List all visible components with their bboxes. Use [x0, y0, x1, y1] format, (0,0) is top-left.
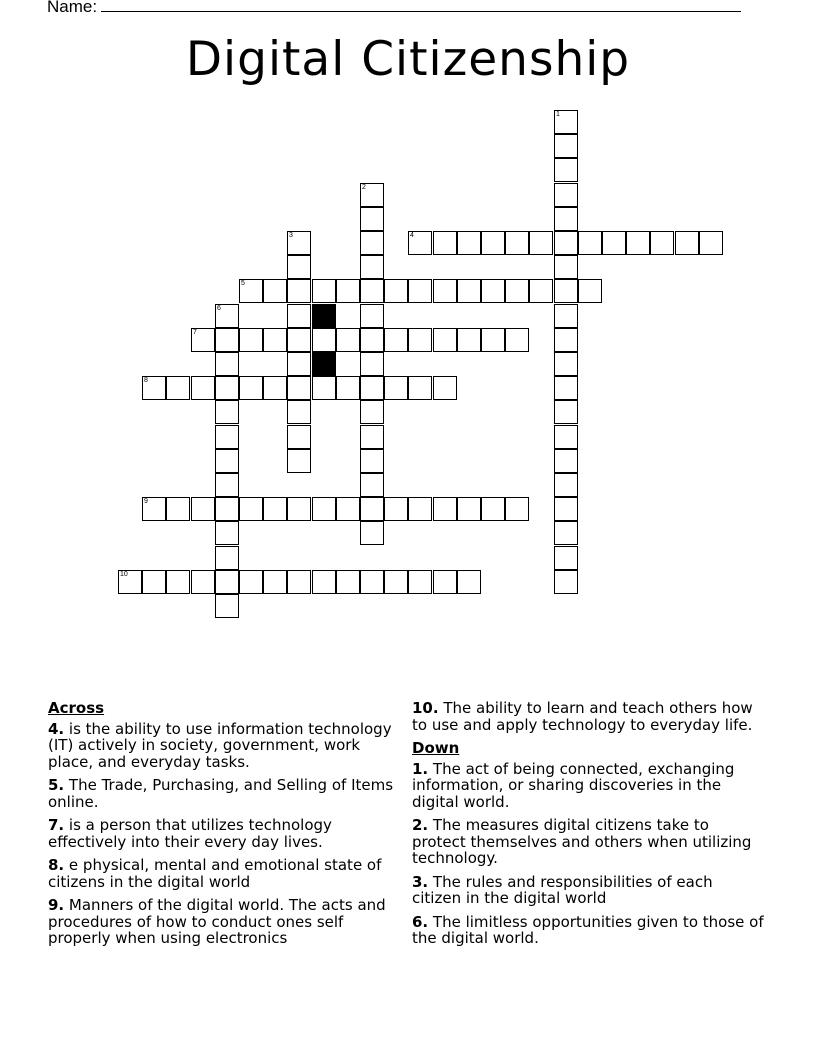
grid-cell[interactable] [481, 279, 505, 303]
grid-cell[interactable] [457, 570, 481, 594]
grid-cell[interactable] [287, 255, 311, 279]
grid-cell[interactable] [457, 279, 481, 303]
clue-number: 8. [48, 856, 65, 874]
grid-cell[interactable] [626, 231, 650, 255]
grid-cell[interactable] [215, 546, 239, 570]
grid-cell[interactable] [578, 231, 602, 255]
down-heading: Down [412, 739, 460, 757]
grid-cell[interactable] [191, 570, 215, 594]
grid-cell[interactable] [360, 207, 384, 231]
down-clue-3 [412, 874, 764, 907]
grid-cell[interactable] [433, 570, 457, 594]
grid-cell[interactable] [191, 328, 215, 352]
grid-cell[interactable] [554, 449, 578, 473]
grid-cell[interactable] [215, 425, 239, 449]
grid-cell[interactable] [554, 304, 578, 328]
grid-cell[interactable] [287, 328, 311, 352]
grid-cell[interactable] [360, 521, 384, 545]
grid-cell[interactable] [239, 497, 263, 521]
clue-number: 4. [48, 719, 65, 738]
grid-cell[interactable] [118, 570, 142, 594]
grid-cell[interactable] [360, 497, 384, 521]
grid-cell[interactable] [263, 279, 287, 303]
grid-cell[interactable] [554, 207, 578, 231]
grid-cell[interactable] [263, 497, 287, 521]
clue-text: is the ability to use information technology (IT) actively in society, government, work place, and everyday tasks. [48, 719, 392, 771]
clue-text: Manners of the digital world. The acts and procedures of how to conduct ones self properly when using electronics [48, 896, 386, 947]
grid-cell[interactable] [675, 231, 699, 255]
clues-column-left [48, 700, 398, 954]
grid-cell[interactable] [505, 497, 529, 521]
grid-cell[interactable] [360, 400, 384, 424]
clue-number-label: 9 [144, 498, 148, 505]
grid-cell[interactable] [360, 255, 384, 279]
grid-cell[interactable] [215, 376, 239, 400]
grid-cell[interactable] [433, 376, 457, 400]
grid-cell[interactable] [263, 376, 287, 400]
grid-cell[interactable] [384, 497, 408, 521]
grid-cell[interactable] [166, 497, 190, 521]
grid-cell[interactable] [505, 279, 529, 303]
grid-cell[interactable] [263, 328, 287, 352]
grid-cell[interactable] [554, 328, 578, 352]
down-clue-2 [412, 817, 764, 867]
grid-cell[interactable] [215, 400, 239, 424]
grid-cell[interactable] [457, 497, 481, 521]
grid-cell[interactable] [336, 328, 360, 352]
down-clue-1 [412, 761, 764, 811]
grid-cell[interactable] [142, 376, 166, 400]
grid-cell[interactable] [215, 473, 239, 497]
grid-cell[interactable] [360, 183, 384, 207]
page-title: Digital Citizenship [185, 32, 631, 87]
grid-cell[interactable] [384, 279, 408, 303]
grid-cell[interactable] [360, 449, 384, 473]
grid-cell[interactable] [215, 352, 239, 376]
grid-cell[interactable] [336, 279, 360, 303]
grid-cell[interactable] [602, 231, 626, 255]
grid-cell[interactable] [239, 328, 263, 352]
grid-cell[interactable] [360, 328, 384, 352]
grid-cell[interactable] [481, 231, 505, 255]
grid-cell[interactable] [433, 497, 457, 521]
grid-cell[interactable] [215, 570, 239, 594]
grid-cell[interactable] [360, 304, 384, 328]
grid-cell[interactable] [287, 425, 311, 449]
grid-cell[interactable] [433, 231, 457, 255]
clue-number: 5. [48, 776, 65, 794]
grid-cell[interactable] [287, 376, 311, 400]
grid-cell[interactable] [312, 376, 336, 400]
grid-cell[interactable] [554, 497, 578, 521]
clue-text: The rules and responsibilities of each citizen in the digital world [412, 872, 713, 907]
clues-column-right [412, 700, 764, 954]
grid-cell[interactable] [505, 231, 529, 255]
grid-cell[interactable] [360, 352, 384, 376]
name-label: Name: [47, 0, 98, 16]
grid-cell[interactable] [215, 304, 239, 328]
grid-block-cell [312, 352, 336, 376]
grid-cell[interactable] [287, 231, 311, 255]
across-clue-4 [48, 721, 398, 771]
grid-cell[interactable] [263, 570, 287, 594]
grid-cell[interactable] [360, 279, 384, 303]
grid-cell[interactable] [360, 473, 384, 497]
grid-cell[interactable] [554, 425, 578, 449]
grid-cell[interactable] [312, 328, 336, 352]
clue-number-label: 2 [362, 184, 366, 191]
clue-number: 2. [412, 816, 429, 834]
grid-cell[interactable] [554, 255, 578, 279]
grid-cell[interactable] [312, 497, 336, 521]
clue-number: 3. [412, 872, 429, 891]
grid-cell[interactable] [408, 328, 432, 352]
clue-text: The Trade, Purchasing, and Selling of Items online. [48, 776, 394, 811]
grid-cell[interactable] [554, 279, 578, 303]
grid-cell[interactable] [554, 231, 578, 255]
grid-cell[interactable] [384, 376, 408, 400]
grid-cell[interactable] [554, 546, 578, 570]
grid-cell[interactable] [554, 352, 578, 376]
across-heading: Across [48, 699, 105, 717]
grid-cell[interactable] [554, 376, 578, 400]
clue-number-label: 1 [556, 111, 560, 118]
grid-cell[interactable] [142, 570, 166, 594]
clue-text: The measures digital citizens take to protect themselves and others when utilizing technology. [412, 816, 752, 867]
grid-cell[interactable] [239, 570, 263, 594]
grid-cell[interactable] [408, 279, 432, 303]
grid-cell[interactable] [287, 449, 311, 473]
grid-cell[interactable] [360, 231, 384, 255]
clue-number-label: 10 [120, 571, 128, 578]
clue-number: 10. [412, 699, 439, 717]
grid-cell[interactable] [312, 279, 336, 303]
grid-cell[interactable] [287, 400, 311, 424]
clue-number-label: 4 [410, 232, 414, 239]
grid-cell[interactable] [215, 594, 239, 618]
clue-number-label: 5 [241, 280, 245, 287]
grid-cell[interactable] [287, 570, 311, 594]
clue-number-label: 7 [193, 329, 197, 336]
clue-number: 7. [48, 816, 65, 834]
grid-cell[interactable] [529, 231, 553, 255]
clue-number-label: 8 [144, 377, 148, 384]
clue-text: The limitless opportunities given to those of the digital world. [412, 912, 764, 947]
grid-cell[interactable] [360, 425, 384, 449]
grid-block-cell [312, 304, 336, 328]
clue-text: is a person that utilizes technology effectively into their every day lives. [48, 816, 332, 851]
clue-number: 6. [412, 912, 429, 931]
grid-cell[interactable] [312, 570, 336, 594]
grid-cell[interactable] [287, 304, 311, 328]
clue-number-label: 3 [289, 232, 293, 239]
grid-cell[interactable] [215, 449, 239, 473]
grid-cell[interactable] [699, 231, 723, 255]
clue-number: 9. [48, 896, 65, 914]
grid-cell[interactable] [166, 376, 190, 400]
grid-cell[interactable] [191, 497, 215, 521]
grid-cell[interactable] [166, 570, 190, 594]
grid-cell[interactable] [384, 328, 408, 352]
grid-cell[interactable] [408, 376, 432, 400]
clue-number: 1. [412, 759, 429, 778]
grid-cell[interactable] [215, 328, 239, 352]
grid-cell[interactable] [554, 400, 578, 424]
grid-cell[interactable] [554, 110, 578, 134]
grid-cell[interactable] [336, 570, 360, 594]
across-clue-9 [48, 897, 398, 947]
grid-cell[interactable] [384, 570, 408, 594]
grid-cell[interactable] [287, 279, 311, 303]
clue-number-label: 6 [217, 305, 221, 312]
grid-cell[interactable] [408, 497, 432, 521]
grid-cell[interactable] [360, 570, 384, 594]
grid-cell[interactable] [191, 376, 215, 400]
grid-cell[interactable] [408, 570, 432, 594]
grid-cell[interactable] [554, 521, 578, 545]
across-clue-5 [48, 777, 398, 810]
grid-cell[interactable] [287, 352, 311, 376]
clue-text: The ability to learn and teach others how to use and apply technology to everyday life. [412, 699, 753, 734]
grid-cell[interactable] [650, 231, 674, 255]
grid-cell[interactable] [360, 376, 384, 400]
grid-cell[interactable] [433, 279, 457, 303]
grid-cell[interactable] [505, 328, 529, 352]
grid-cell[interactable] [287, 497, 311, 521]
grid-cell[interactable] [529, 279, 553, 303]
grid-cell[interactable] [554, 158, 578, 182]
grid-cell[interactable] [481, 328, 505, 352]
grid-cell[interactable] [433, 328, 457, 352]
grid-cell[interactable] [215, 497, 239, 521]
grid-cell[interactable] [239, 376, 263, 400]
clue-text: e physical, mental and emotional state of citizens in the digital world [48, 856, 382, 891]
grid-cell[interactable] [239, 279, 263, 303]
across-clue-8 [48, 857, 398, 890]
grid-cell[interactable] [554, 570, 578, 594]
grid-cell[interactable] [142, 497, 166, 521]
across-clue-10 [412, 700, 764, 733]
grid-cell[interactable] [215, 521, 239, 545]
grid-cell[interactable] [554, 473, 578, 497]
grid-cell[interactable] [481, 497, 505, 521]
clue-text: The act of being connected, exchanging information, or sharing discoveries in the digital world. [412, 759, 735, 811]
grid-cell[interactable] [554, 134, 578, 158]
grid-cell[interactable] [408, 231, 432, 255]
grid-cell[interactable] [336, 376, 360, 400]
grid-cell[interactable] [554, 183, 578, 207]
grid-cell[interactable] [457, 328, 481, 352]
across-clue-7 [48, 817, 398, 850]
grid-cell[interactable] [578, 279, 602, 303]
down-clue-6 [412, 914, 764, 947]
grid-cell[interactable] [336, 497, 360, 521]
grid-cell[interactable] [457, 231, 481, 255]
